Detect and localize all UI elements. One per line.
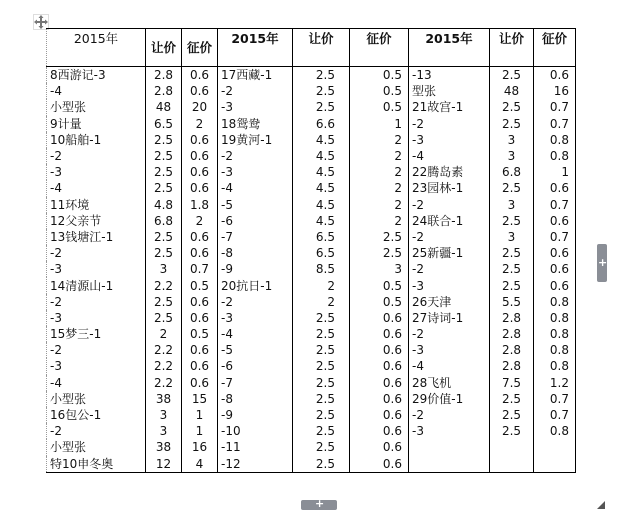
table-row [47, 439, 576, 455]
cell-sign-price: 0.6 [350, 407, 409, 423]
cell-rent-price: 2.5 [490, 99, 534, 115]
cell-rent-price: 2.5 [490, 213, 534, 229]
cell-sign-price: 0.6 [182, 375, 218, 391]
cell-rent-price: 2 [293, 294, 350, 310]
cell-sign-price: 15 [182, 391, 218, 407]
cell-sign-price: 0.6 [350, 310, 409, 326]
cell-rent-price: 4.5 [293, 132, 350, 148]
cell-rent-price: 2.5 [293, 310, 350, 326]
cell-item: -2 [47, 294, 146, 310]
cell-sign-price: 0.8 [534, 423, 576, 439]
cell-sign-price: 20 [182, 99, 218, 115]
cell-sign-price: 0.7 [534, 197, 576, 213]
cell-item: 13钱塘江-1 [47, 229, 146, 245]
cell-item: 小型张 [47, 391, 146, 407]
cell-rent-price: 2.5 [293, 67, 350, 84]
cell-item [409, 439, 490, 455]
cell-item: -2 [47, 423, 146, 439]
cell-rent-price: 7.5 [490, 375, 534, 391]
cell-item: 22腾岛素 [409, 164, 490, 180]
cell-item: -5 [218, 342, 293, 358]
cell-rent-price: 6.8 [490, 164, 534, 180]
header-sign-price-3: 征价 [534, 29, 576, 67]
cell-sign-price: 0.6 [182, 229, 218, 245]
table-resize-handle-icon[interactable] [596, 500, 606, 510]
cell-rent-price: 2.8 [490, 358, 534, 374]
cell-item: 16包公-1 [47, 407, 146, 423]
cell-rent-price: 2.5 [490, 245, 534, 261]
cell-rent-price: 2.2 [146, 358, 182, 374]
cell-item: -3 [409, 342, 490, 358]
cell-sign-price: 2.5 [350, 229, 409, 245]
cell-sign-price: 0.7 [534, 229, 576, 245]
cell-sign-price: 0.5 [182, 277, 218, 293]
header-year-3: 2015年 [409, 29, 490, 67]
cell-rent-price: 5.5 [490, 294, 534, 310]
cell-sign-price: 0.7 [534, 407, 576, 423]
cell-item: 27诗词-1 [409, 310, 490, 326]
cell-rent-price: 6.5 [293, 229, 350, 245]
cell-rent-price: 2.8 [490, 342, 534, 358]
cell-item: -2 [218, 294, 293, 310]
cell-item: -4 [47, 180, 146, 196]
cell-sign-price: 1.2 [534, 375, 576, 391]
cell-item: -12 [218, 456, 293, 473]
cell-rent-price: 12 [146, 456, 182, 473]
cell-item: -2 [409, 229, 490, 245]
expand-bottom-button[interactable] [301, 497, 337, 510]
cell-rent-price: 2.5 [146, 294, 182, 310]
table-row [47, 342, 576, 358]
cell-item: 17西藏-1 [218, 67, 293, 84]
cell-item: -2 [409, 116, 490, 132]
cell-item: -7 [218, 375, 293, 391]
cell-sign-price: 0.6 [534, 180, 576, 196]
cell-rent-price: 2.5 [490, 423, 534, 439]
cell-sign-price: 0.6 [350, 342, 409, 358]
cell-sign-price: 0.6 [182, 310, 218, 326]
cell-item: -2 [409, 261, 490, 277]
cell-sign-price: 0.6 [182, 132, 218, 148]
cell-item: -7 [218, 229, 293, 245]
cell-rent-price: 2.5 [146, 148, 182, 164]
cell-sign-price: 0.6 [350, 456, 409, 473]
table-row [47, 116, 576, 132]
cell-rent-price: 48 [490, 83, 534, 99]
cell-sign-price: 0.6 [182, 358, 218, 374]
cell-item: -2 [218, 148, 293, 164]
header-year-2: 2015年 [218, 29, 293, 67]
cell-item: -4 [409, 148, 490, 164]
cell-sign-price: 0.6 [350, 423, 409, 439]
cell-rent-price: 6.8 [146, 213, 182, 229]
cell-sign-price: 0.6 [182, 67, 218, 84]
cell-sign-price [534, 456, 576, 473]
header-sign-price-2: 征价 [350, 29, 409, 67]
cell-sign-price: 0.6 [182, 342, 218, 358]
plus-icon: + [315, 497, 325, 510]
cell-rent-price: 6.5 [146, 116, 182, 132]
cell-item: 29价值-1 [409, 391, 490, 407]
cell-sign-price: 2 [350, 164, 409, 180]
cell-item: 24联合-1 [409, 213, 490, 229]
cell-item: -4 [47, 83, 146, 99]
cell-sign-price: 0.5 [350, 277, 409, 293]
cell-sign-price: 0.5 [350, 294, 409, 310]
cell-item: -3 [47, 261, 146, 277]
cell-rent-price: 2.8 [490, 310, 534, 326]
table-row [47, 423, 576, 439]
cell-rent-price: 2.5 [293, 83, 350, 99]
cell-sign-price: 0.6 [534, 213, 576, 229]
cell-item: 小型张 [47, 99, 146, 115]
cell-item: -4 [218, 180, 293, 196]
cell-sign-price: 0.6 [534, 245, 576, 261]
cell-rent-price: 4.5 [293, 180, 350, 196]
cell-item: -9 [218, 261, 293, 277]
cell-sign-price: 0.6 [350, 375, 409, 391]
header-year-1: 2015年 [47, 29, 146, 67]
cell-rent-price: 2.5 [146, 310, 182, 326]
cell-item: -2 [409, 326, 490, 342]
cell-item: -3 [218, 164, 293, 180]
cell-item: -2 [409, 407, 490, 423]
cell-sign-price: 1 [182, 407, 218, 423]
cell-item: -8 [218, 245, 293, 261]
cell-rent-price: 48 [146, 99, 182, 115]
cell-sign-price: 0.8 [534, 132, 576, 148]
cell-sign-price: 0.6 [534, 277, 576, 293]
cell-sign-price: 0.8 [534, 326, 576, 342]
cell-item: 26天津 [409, 294, 490, 310]
cell-rent-price: 2.5 [293, 423, 350, 439]
cell-sign-price: 0.8 [534, 294, 576, 310]
cell-sign-price: 2 [350, 148, 409, 164]
cell-sign-price: 0.6 [182, 180, 218, 196]
cell-rent-price: 3 [146, 423, 182, 439]
table-row [47, 277, 576, 293]
header-rent-price-3: 让价 [490, 29, 534, 67]
cell-item: -3 [47, 358, 146, 374]
cell-rent-price: 4.8 [146, 197, 182, 213]
cell-rent-price: 2.5 [293, 391, 350, 407]
table-row [47, 83, 576, 99]
cell-item: 20抗日-1 [218, 277, 293, 293]
cell-sign-price: 0.7 [534, 99, 576, 115]
cell-item: 14清源山-1 [47, 277, 146, 293]
cell-rent-price: 3 [146, 261, 182, 277]
cell-rent-price: 2.5 [293, 439, 350, 455]
cell-rent-price: 2.5 [490, 67, 534, 84]
cell-item: -9 [218, 407, 293, 423]
cell-rent-price: 2.5 [490, 261, 534, 277]
cell-item: 8西游记-3 [47, 67, 146, 84]
table-row [47, 132, 576, 148]
cell-item: 12父亲节 [47, 213, 146, 229]
cell-sign-price: 0.6 [350, 391, 409, 407]
cell-sign-price: 0.5 [350, 83, 409, 99]
cell-rent-price: 2.2 [146, 375, 182, 391]
cell-rent-price: 2.5 [293, 326, 350, 342]
table-row [47, 294, 576, 310]
cell-sign-price: 2 [350, 197, 409, 213]
table-row [47, 407, 576, 423]
cell-sign-price: 0.5 [350, 99, 409, 115]
cell-sign-price: 1 [534, 164, 576, 180]
cell-rent-price: 6.5 [293, 245, 350, 261]
cell-item: 21故宫-1 [409, 99, 490, 115]
cell-rent-price: 2.5 [293, 375, 350, 391]
cell-item: -4 [47, 375, 146, 391]
cell-sign-price: 0.5 [182, 326, 218, 342]
cell-sign-price [534, 439, 576, 455]
cell-item: -8 [218, 391, 293, 407]
cell-rent-price: 4.5 [293, 164, 350, 180]
cell-item [409, 456, 490, 473]
cell-sign-price: 0.7 [534, 116, 576, 132]
cell-rent-price: 2.5 [490, 277, 534, 293]
table-row [47, 99, 576, 115]
cell-item: -2 [47, 342, 146, 358]
cell-rent-price: 2.5 [490, 116, 534, 132]
cell-sign-price: 4 [182, 456, 218, 473]
cell-sign-price: 0.6 [350, 326, 409, 342]
cell-item: 15梦三-1 [47, 326, 146, 342]
cell-item: 19黄河-1 [218, 132, 293, 148]
cell-sign-price: 0.8 [534, 342, 576, 358]
cell-rent-price: 2.8 [490, 326, 534, 342]
cell-sign-price: 2.5 [350, 245, 409, 261]
cell-item: 18鸳鸯 [218, 116, 293, 132]
cell-item: 型张 [409, 83, 490, 99]
cell-rent-price: 2.2 [146, 277, 182, 293]
table-row [47, 358, 576, 374]
cell-rent-price: 4.5 [293, 213, 350, 229]
cell-rent-price: 2.5 [293, 456, 350, 473]
cell-rent-price: 2.2 [146, 342, 182, 358]
cell-item: -2 [218, 83, 293, 99]
table-row [47, 375, 576, 391]
cell-sign-price: 0.6 [182, 148, 218, 164]
cell-sign-price: 0.6 [350, 439, 409, 455]
header-rent-price-2: 让价 [293, 29, 350, 67]
table-row [47, 456, 576, 473]
cell-item: -6 [218, 358, 293, 374]
table-row [47, 67, 576, 84]
cell-sign-price: 0.8 [534, 148, 576, 164]
cell-item: 11环境 [47, 197, 146, 213]
cell-sign-price: 3 [350, 261, 409, 277]
cell-rent-price: 2.5 [146, 164, 182, 180]
cell-sign-price: 0.6 [182, 245, 218, 261]
cell-sign-price: 0.6 [350, 358, 409, 374]
cell-sign-price: 0.5 [350, 67, 409, 84]
cell-rent-price: 4.5 [293, 197, 350, 213]
cell-sign-price: 16 [534, 83, 576, 99]
table-row [47, 213, 576, 229]
cell-rent-price: 6.6 [293, 116, 350, 132]
cell-sign-price: 2 [350, 213, 409, 229]
cell-item: -4 [409, 358, 490, 374]
cell-rent-price: 2.5 [490, 407, 534, 423]
cell-item: 23园林-1 [409, 180, 490, 196]
table-row [47, 391, 576, 407]
cell-item: 9计量 [47, 116, 146, 132]
cell-item: 特10申冬奥 [47, 456, 146, 473]
cell-sign-price: 0.6 [534, 67, 576, 84]
cell-rent-price: 3 [490, 148, 534, 164]
cell-item: -2 [47, 148, 146, 164]
cell-rent-price: 2.5 [293, 407, 350, 423]
cell-item: -3 [409, 277, 490, 293]
cell-rent-price: 2 [293, 277, 350, 293]
cell-rent-price: 2.5 [490, 180, 534, 196]
cell-item: -13 [409, 67, 490, 84]
cell-rent-price: 2.5 [490, 391, 534, 407]
cell-rent-price: 2.8 [146, 83, 182, 99]
cell-rent-price [490, 439, 534, 455]
cell-item: 10船舶-1 [47, 132, 146, 148]
cell-sign-price: 2 [350, 180, 409, 196]
cell-item: -3 [47, 164, 146, 180]
cell-sign-price: 0.7 [182, 261, 218, 277]
plus-icon: + [598, 256, 608, 269]
cell-sign-price: 0.8 [534, 310, 576, 326]
cell-rent-price: 2.5 [293, 342, 350, 358]
cell-rent-price: 8.5 [293, 261, 350, 277]
cell-item: 28飞机 [409, 375, 490, 391]
stamp-price-table [46, 28, 576, 473]
cell-rent-price: 2.8 [146, 67, 182, 84]
expand-right-button[interactable] [597, 244, 607, 282]
cell-sign-price: 0.6 [182, 83, 218, 99]
header-row [47, 29, 576, 67]
cell-sign-price: 1.8 [182, 197, 218, 213]
cell-rent-price: 3 [490, 197, 534, 213]
cell-sign-price: 0.6 [182, 294, 218, 310]
cell-sign-price: 1 [350, 116, 409, 132]
cell-item: -2 [409, 197, 490, 213]
cell-rent-price: 3 [146, 407, 182, 423]
table-row [47, 148, 576, 164]
table-row [47, 326, 576, 342]
cell-item: -3 [409, 423, 490, 439]
cell-rent-price: 2.5 [146, 245, 182, 261]
cell-sign-price: 0.8 [534, 358, 576, 374]
header-rent-price-1: 让价 [146, 29, 182, 67]
cell-rent-price: 4.5 [293, 148, 350, 164]
cell-rent-price: 2 [146, 326, 182, 342]
cell-rent-price: 38 [146, 439, 182, 455]
cell-sign-price: 0.6 [182, 164, 218, 180]
cell-sign-price: 0.6 [534, 261, 576, 277]
cell-rent-price: 2.5 [146, 132, 182, 148]
cell-rent-price: 38 [146, 391, 182, 407]
cell-rent-price [490, 456, 534, 473]
cell-rent-price: 2.5 [146, 180, 182, 196]
cell-item: 小型张 [47, 439, 146, 455]
table-row [47, 261, 576, 277]
cell-item: -3 [218, 310, 293, 326]
cell-sign-price: 2 [182, 116, 218, 132]
header-sign-price-1: 征价 [182, 29, 218, 67]
table-row [47, 164, 576, 180]
table-row [47, 229, 576, 245]
cell-sign-price: 2 [350, 132, 409, 148]
cell-item: -5 [218, 197, 293, 213]
table-row [47, 310, 576, 326]
cell-sign-price: 1 [182, 423, 218, 439]
cell-rent-price: 2.5 [293, 358, 350, 374]
table-row [47, 245, 576, 261]
cell-item: -3 [47, 310, 146, 326]
cell-rent-price: 3 [490, 229, 534, 245]
table-row [47, 197, 576, 213]
cell-item: 25新疆-1 [409, 245, 490, 261]
cell-item: -6 [218, 213, 293, 229]
cell-sign-price: 0.7 [534, 391, 576, 407]
cell-item: -2 [47, 245, 146, 261]
cell-rent-price: 2.5 [146, 229, 182, 245]
cell-item: -3 [409, 132, 490, 148]
cell-rent-price: 2.5 [293, 99, 350, 115]
table-row [47, 180, 576, 196]
cell-item: -10 [218, 423, 293, 439]
cell-item: -4 [218, 326, 293, 342]
cell-item: -3 [218, 99, 293, 115]
cell-rent-price: 3 [490, 132, 534, 148]
cell-item: -11 [218, 439, 293, 455]
cell-sign-price: 16 [182, 439, 218, 455]
cell-sign-price: 2 [182, 213, 218, 229]
